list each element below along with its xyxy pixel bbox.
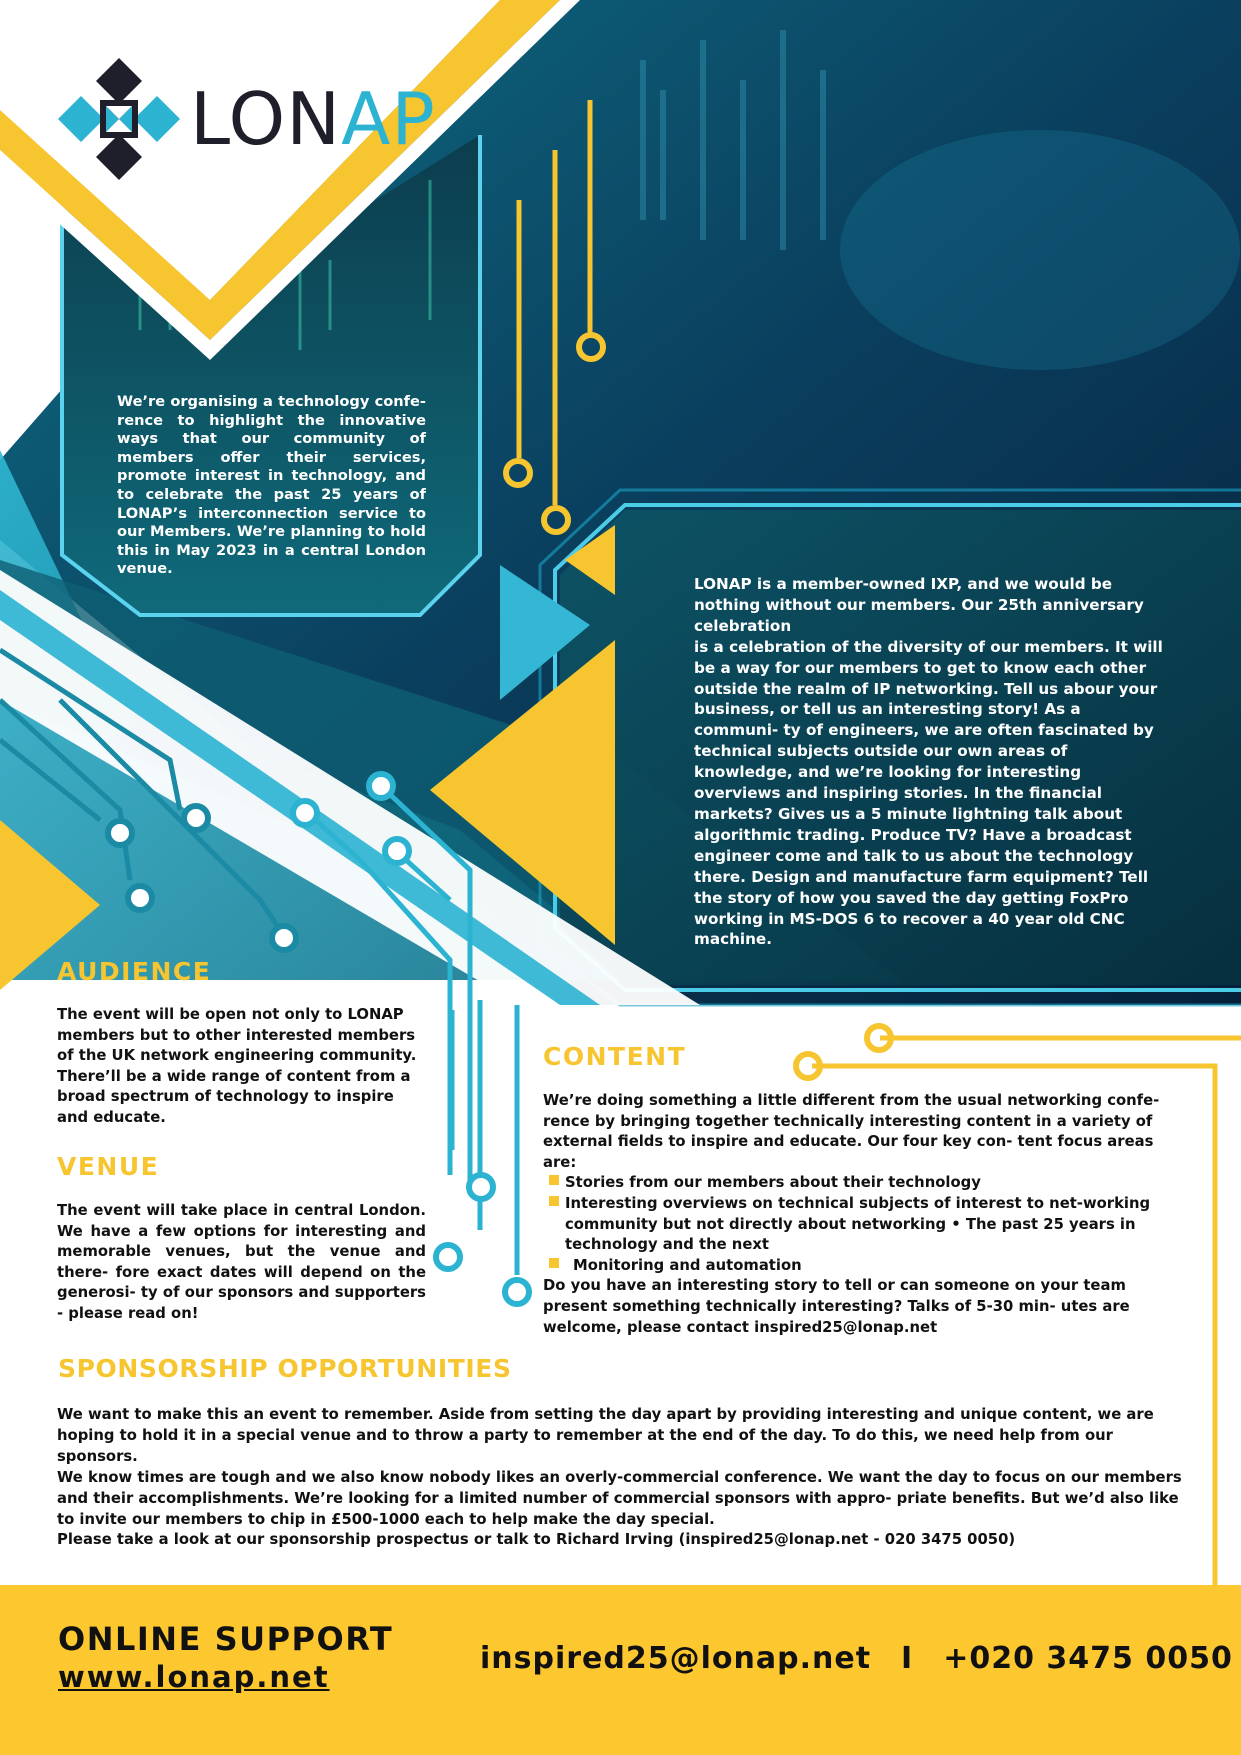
footer-email-link[interactable]: inspired25@lonap.net [480, 1641, 872, 1676]
about-line-1: LONAP is a member-owned IXP, and we would be nothing without our members. Our 25th anniversary celebration [694, 575, 1144, 635]
content-outro-text: Do you have an interesting story to tell or can someone on your team present something technically interesting? Talks of 5-30 min- utes are welcome, please contact [543, 1277, 1130, 1336]
footer-website-link[interactable]: www.lonap.net [58, 1660, 330, 1694]
lonap-logo-icon [58, 58, 180, 180]
content-section [543, 1091, 1163, 1338]
bullet-text: Stories from our members about their technology [565, 1174, 981, 1192]
sponsorship-contact[interactable]: Richard Irving (inspired25@lonap.net - 020 3475 0050) [556, 1531, 1016, 1549]
audience-text: The event will be open not only to LONAP members but to other interested members of the UK network engineering community. There’ll be a wide range of content from a broad spectrum of technology to inspire and educate. [57, 1006, 417, 1126]
venue-heading: VENUE [57, 1152, 160, 1181]
audience-heading: AUDIENCE [57, 957, 212, 986]
bullet-text: Interesting overviews on technical subjects of interest to net-working community but not directly about networking • The past 25 years in technology and the next [565, 1194, 1151, 1254]
sponsorship-paragraph-1: We want to make this an event to remember. Aside from setting the day apart by providing interesting and unique content, we are hoping to hold it in a special venue and to throw a party to remember at the end of the day. To do this, we need help from our sponsors. [57, 1406, 1154, 1465]
footer-contact [480, 1641, 1233, 1676]
sponsorship-section [57, 1405, 1187, 1551]
bullet-icon [549, 1175, 559, 1185]
list-item [543, 1256, 1163, 1277]
logo-wordmark [190, 77, 436, 161]
footer-title: ONLINE SUPPORT [58, 1620, 394, 1658]
content-bullet-list [543, 1173, 1163, 1276]
intro-text: We’re organising a technology confe- rence to highlight the innovative ways that our community of members offer their services, promote interest in technology, and to celebrate the past 25 years of LONAP’s interconnection service to our Members. We’re planning to hold this in May 2023 in a central London venue. [117, 393, 426, 578]
content-email-link[interactable]: inspired25@lonap.net [754, 1318, 938, 1336]
lonap-logo [58, 58, 436, 180]
content-outro [543, 1276, 1163, 1338]
list-item [543, 1194, 1163, 1256]
bullet-icon [549, 1196, 559, 1206]
footer-phone[interactable]: +020 3475 0050 [943, 1641, 1233, 1676]
footer-separator: I [901, 1641, 914, 1676]
venue-text: The event will take place in central London. We have a few options for interesting and memorable venues, but the venue and there- fore exact dates will depend on the generosi- ty of our sponsors and supporters - please read on! [57, 1202, 426, 1322]
about-text [694, 574, 1166, 950]
sponsorship-paragraph-3 [57, 1530, 1187, 1551]
list-item [543, 1173, 1163, 1194]
sponsorship-heading: SPONSORSHIP OPPORTUNITIES [58, 1354, 512, 1383]
bullet-text: Monitoring and automation [573, 1256, 802, 1274]
sponsorship-cta-text: Please take a look at our sponsorship prospectus or talk to [57, 1531, 551, 1549]
logo-text-ap: AP [341, 77, 436, 161]
logo-text-lon: LON [190, 77, 342, 161]
sponsorship-paragraph-2: We know times are tough and we also know nobody likes an overly-commercial conference. We want the day to focus on our members and their accomplishments. We’re looking for a limited number of commercial sponsors with appro- priate benefits. But we’d also like to invite our members to chip in £500-1000 each to help make the day special. [57, 1468, 1182, 1528]
bullet-icon [549, 1258, 559, 1268]
about-line-2: is a celebration of the diversity of our members. It will be a way for our members to get to know each other outside the realm of IP networking. Tell us abour your business, or tell us an interesting story! As a communi- ty of engineers, we are often fascinated by technical subjects outside our own areas of knowledge, and we’re looking for interesting overviews and inspiring stories. In the financial markets? Gives us a 5 minute lightning talk about algorithmic trading. Produce TV? Have a broadcast engineer come and talk to us about the technology there. Design and manufacture farm equipment? Tell the story of how you saved the day getting FoxPro working in MS-DOS 6 to recover a 40 year old CNC machine. [694, 637, 1163, 949]
content-intro: We’re doing something a little different from the usual networking confe- rence by bringing together technically interesting content in a variety of external fields to inspire and educate. Our four key con- tent focus areas are: [543, 1092, 1160, 1171]
content-heading: CONTENT [543, 1042, 687, 1071]
